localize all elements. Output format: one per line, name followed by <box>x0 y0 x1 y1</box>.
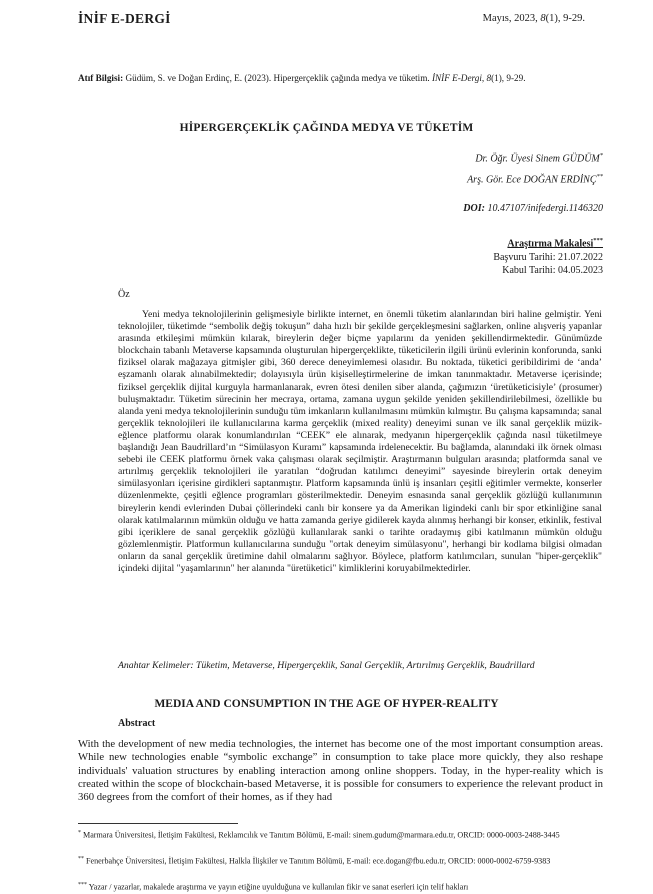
article-type: Araştırma Makalesi*** <box>507 237 603 250</box>
journal-name: İNİF E-DERGİ <box>78 11 171 26</box>
submission-dates <box>493 252 603 277</box>
article-title-en: MEDIA AND CONSUMPTION IN THE AGE OF HYPER-REALITY <box>154 698 499 710</box>
author-2: Arş. Gör. Ece DOĞAN ERDİNÇ** <box>467 173 603 186</box>
abstract-en-heading: Abstract <box>118 718 156 729</box>
abstract-tr-heading: Öz <box>118 289 130 300</box>
doi: DOI: 10.47107/inifedergi.1146320 <box>463 203 603 214</box>
article-title-tr: HİPERGERÇEKLİK ÇAĞINDA MEDYA VE TÜKETİM <box>179 122 474 134</box>
received-date: Başvuru Tarihi: 21.07.2022 <box>493 252 603 263</box>
author-1: Dr. Öğr. Üyesi Sinem GÜDÜM* <box>475 152 603 165</box>
footnote-1: * Marmara Üniversitesi, İletişim Fakültesi, Reklamcılık ve Tanıtım Bölümü, E-mail: sinem.gudum@marmara.edu.tr, ORCID: 0000-0003-2488-3445 <box>78 830 560 840</box>
abstract-tr-body: Yeni medya teknolojilerinin gelişmesiyle birlikte internet, en önemli tüketim alanlarından biri haline gelmiştir. Yeni teknolojiler, tüketimde “sembolik değiş tokuşun” daha hızlı bir şekilde gerçekleşmesini sağlarken, online alışveriş yapanlar arasında etkileşimi mümkün kılarak, bireylerin değer biçme yapılarını da yeniden şekillendirmektedir. Günümüzde blockchain tabanlı Metaverse kapsamında oluşturulan hipergerçeklikte, tüketicilerin ilgili ürünü evlerinin konforunda, sanki fiziksel olarak mağazaya gitmişler gibi, 360 derece deneyimlemesi olasıdır. Bu noktada, tüketici geribildirimi de ‘anda’ eşzamanlı olarak alınabilmektedir; dolayısıyla ürün kişiselleştirmelerine de imkan tanınmaktadır. Metaverse içerisinde; fiziksel gerçeklik dijital kurguyla harmanlanarak, evren ötesi denilen siber alanda, çağımızın ‘üretüketicisiyle’ (prosumer) buluşmaktadır. Tüketim sürecinin her mecraya, ortama, zamana uygun şekilde yeniden şekillendirilebilmesi, özellikle bu alanda yeni medya teknolojilerinin sunduğu tüm imkanların kullanılmasını mümkün kılmıştır. Bu çalışma kapsamında; sanal gerçeklik teknolojileri ile kullanıcılarına karma gerçeklik (mixed reality) deneyimi sunan ve ilk sanal gerçeklik müzik-eğlence platformu olarak konumlandırılan “CEEK” ele alınarak, medyanın hipergerçeklik çağında nasıl tüketilmeye başlandığı Jean Baudrillard’ın “Simülasyon Kuramı” kapsamında irdelenecektir. Bu bağlamda, alanındaki ilk örnek olması sebebi ile CEEK platformu örnek vaka çalışması olarak seçilmiştir. Araştırmanın bulguları arasında; platformda sanal ve artırılmış gerçeklik teknolojileri ile yaratılan “doğrudan katılımcı deneyimi” sayesinde bireylerin ortak deneyim simülasyonları içerisine girdikleri saptanmıştır. Platform kapsamında ünlü iş insanları çeşitli eğitimler vermekte, konserler düzenlenmekte, çeşitli eğlence programları gösterilmektedir. Deneyim esnasında sanal gerçeklik gözlüğü kullanımının bireylerin kendi evlerinden Dubai çöllerindeki canlı bir konsere ya da Amerikan ligindeki canlı bir spor etkinliğine sanal olarak katılmalarının mümkün olduğu ve hatta zamanda geriye gidilerek kayda alınmış herhangi bir konser, etkinlik, festival gibi içeriklere de sanal gerçeklik gözlüğü kullanılarak sanki o tarihte oradaymış gibi katılmanın mümkün olduğu gözlemlenmiştir. Platformun kullanıcılarına sunduğu "ortak deneyim simülasyonu", herhangi bir kodlama bilgisi olmadan onların da sanal gerçeklik üretimine dahil olmalarını sağlıyor. Böylece, platform katılımcıları, sunulan "hiper-gerçeklik" içindeki dijital "yaşamlarının" her alanında "üretüketici" kimliklerini koruyabilmektedirler. <box>118 309 602 574</box>
keywords-tr: Anahtar Kelimeler: Tüketim, Metaverse, Hipergerçeklik, Sanal Gerçeklik, Artırılmış Gerçeklik, Baudrillard <box>118 660 535 671</box>
footnote-divider <box>78 823 238 824</box>
citation-info: Atıf Bilgisi: Güdüm, S. ve Doğan Erdinç, E. (2023). Hipergerçeklik çağında medya ve tüketim. İNİF E-Dergi, 8(1), 9-29. <box>78 73 526 83</box>
footnote-3: *** Yazar / yazarlar, makalede araştırma ve yayın etiğine uyulduğuna ve kullanılan fikir ve sanat eserleri için telif hakları <box>78 882 469 892</box>
abstract-en-body: With the development of new media technologies, the internet has become one of the most important consumption areas. While new technologies enable “symbolic exchange” in consumption to take place more quickly, they also reshape individuals' valuation structures by enabling interaction among online shoppers. Today, in the hyper-reality which is created within the scope of blockchain-based Metaverse, it is possible for consumers to experience the relevant product in 360 degrees from the comfort of their homes, as if they had <box>78 738 603 804</box>
accepted-date: Kabul Tarihi: 04.05.2023 <box>502 264 603 276</box>
footnote-2: ** Fenerbahçe Üniversitesi, İletişim Fakültesi, Halkla İlişkiler ve Tanıtım Bölümü, E-mail: ece.dogan@fbu.edu.tr, ORCID: 0000-0002-6759-9383 <box>78 856 551 866</box>
issue-info: Mayıs, 2023, 8(1), 9-29. <box>482 13 585 24</box>
